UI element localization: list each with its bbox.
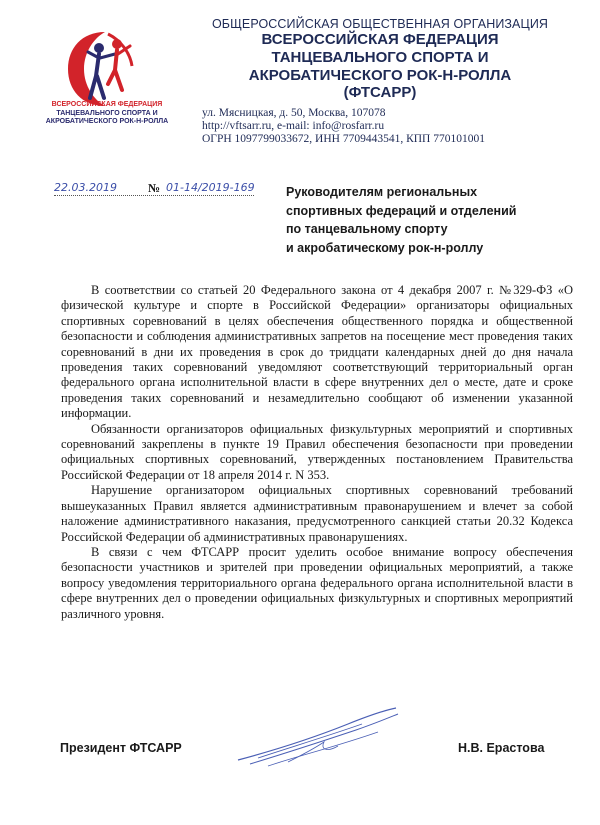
org-name-line: ВСЕРОССИЙСКАЯ ФЕДЕРАЦИЯ bbox=[261, 31, 499, 48]
body-paragraph: Обязанности организаторов официальных физкультурных мероприятий и спортивных соревнований закреплены в пункте 19 Правил обеспечения безопасности при проведении официальных спортивных соревнований, утвержденных постановлением Правительства Российской Федерации от 18 апреля 2014 г. N 353. bbox=[61, 421, 573, 482]
signatory-title: Президент ФТСАРР bbox=[60, 741, 182, 755]
org-contacts bbox=[202, 107, 485, 145]
outgoing-number: 01-14/2019-169 bbox=[166, 181, 255, 194]
addressee-line: по танцевальному спорту bbox=[286, 222, 448, 236]
outgoing-reference bbox=[54, 181, 264, 199]
number-sign: № bbox=[148, 181, 161, 195]
outgoing-date: 22.03.2019 bbox=[54, 181, 117, 194]
org-address: ул. Мясницкая, д. 50, Москва, 107078 bbox=[202, 107, 386, 119]
org-registry: ОГРН 1097799033672, ИНН 7709443541, КПП 770101001 bbox=[202, 132, 485, 145]
organization-header bbox=[190, 17, 570, 102]
org-web-email: http://vftsarr.ru, e-mail: info@rosfarr.ru bbox=[202, 119, 385, 132]
org-name-line: ТАНЦЕВАЛЬНОГО СПОРТА И bbox=[271, 48, 489, 66]
reference-underline bbox=[54, 195, 254, 196]
logo-caption-line: АКРОБАТИЧЕСКОГО РОК-Н-РОЛЛА bbox=[45, 118, 169, 126]
org-type: ОБЩЕРОССИЙСКАЯ ОБЩЕСТВЕННАЯ ОРГАНИЗАЦИЯ bbox=[211, 17, 549, 31]
org-name-line: АКРОБАТИЧЕСКОГО РОК-Н-РОЛЛА bbox=[248, 66, 512, 84]
letter-body bbox=[61, 283, 573, 622]
addressee-line: спортивных федераций и отделений bbox=[286, 203, 517, 218]
body-paragraph: В связи с чем ФТСАРР просит уделить особое внимание вопросу обеспечения безопасности участников и зрителей при проведении официальных мероприятий, а также вопросу уведомления территориального органа федерального органа исполнительной власти в сфере внутренних дел о проведении официальных физкультурных и спортивных мероприятий различного уровня. bbox=[61, 544, 573, 621]
body-paragraph: Нарушение организатором официальных спортивных соревнований требований вышеуказанных Правил является административным правонарушением и влечет за собой наложение административного наказания, предусмотренного санкцией статьи 20.32 Кодекса Российской Федерации об административных правонарушениях. bbox=[61, 483, 573, 544]
org-abbreviation: (ФТСАРР) bbox=[343, 84, 417, 102]
logo-caption-line: ВСЕРОССИЙСКАЯ ФЕДЕРАЦИЯ bbox=[51, 101, 163, 108]
handwritten-signature-icon bbox=[228, 702, 408, 772]
logo-caption-line: ТАНЦЕВАЛЬНОГО СПОРТА И bbox=[56, 109, 158, 117]
addressee-block bbox=[286, 183, 576, 257]
body-paragraph: В соответствии со статьей 20 Федерального закона от 4 декабря 2007 г. №329-ФЗ «О физической культуре и спорте в Российской Федерации» организаторы официальных спортивных соревнований в целях обеспечения общественного порядка и общественной безопасности и соблюдения административных запретов на посещение мест проведения таких соревнований в дни их проведения в срок до тридцати календарных дней до дня начала проведения таких соревнований уведомляют соответствующий территориальный орган федерального органа исполнительной власти в сфере внутренних дел о месте, дате и сроке проведения таких соревнований и незамедлительно сообщают об изменении указанной информации. bbox=[61, 283, 573, 421]
addressee-line: и акробатическому рок-н-роллу bbox=[286, 240, 484, 255]
signatory-name: Н.В. Ерастова bbox=[458, 741, 545, 755]
logo-caption bbox=[32, 101, 182, 127]
addressee-line: Руководителям региональных bbox=[286, 185, 478, 199]
